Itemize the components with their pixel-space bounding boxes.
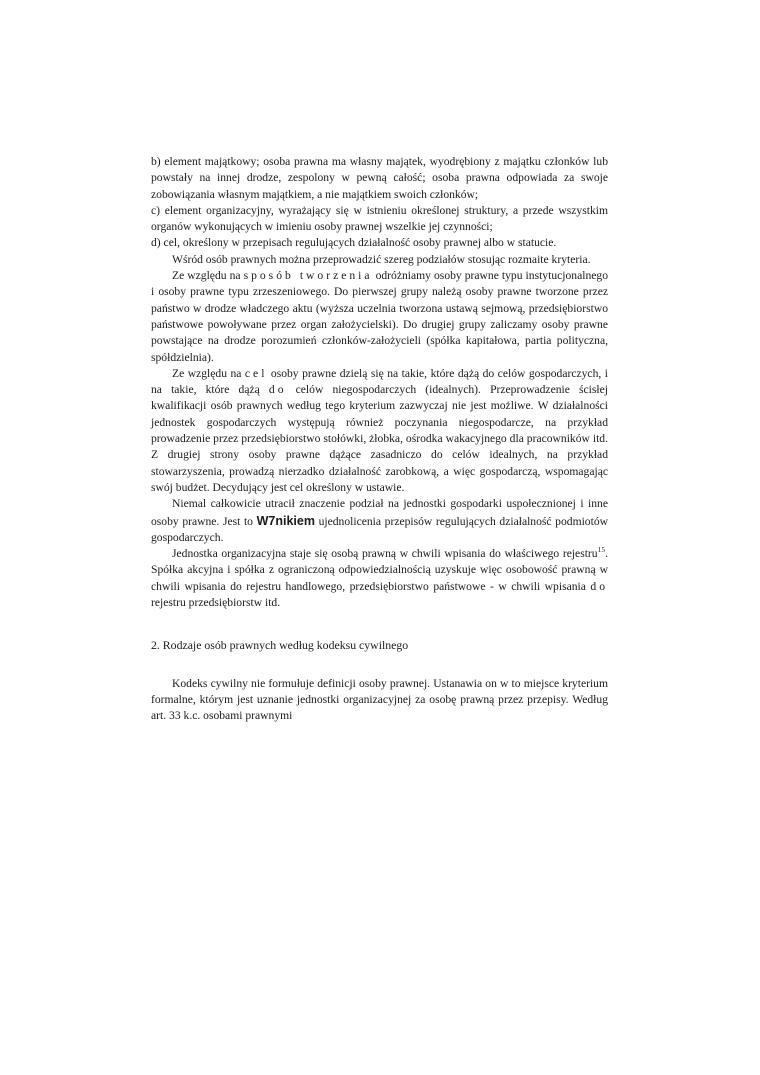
text-run: celów niegospodarczych (idealnych). Przeprowadzenie ścisłej kwalifikacji osób prawnych według tego kryterium zazwyczaj nie jest możliwe. W działalności jednostek gospodarczych występują również poczynania niegospodarcze, na przykład prowadzenie przez przedsiębiorstwo stołówki, żłobka, ośrodka wakacyjnego dla pracowników itd. Z drugiej strony osoby prawne dążące zasadniczo do celów idealnych, na przykład stowarzyszenia, prowadzą nierzadko działalność zarobkową, a więc gospodarczą, wspomagając swój budżet. Decydujący jest cel określony w ustawie. — [151, 383, 608, 494]
document-body — [151, 154, 608, 725]
text-run: Ze względu na — [172, 366, 245, 380]
text-run: ujednolicenia przepisów regulujących działalność podmiotów gospodarczych. — [151, 514, 608, 544]
paragraph-creation-method — [151, 268, 608, 366]
paragraph-registration — [151, 546, 608, 611]
footnote-marker: 15 — [597, 545, 606, 555]
section-heading: 2. Rodzaje osób prawnych według kodeksu cywilnego — [151, 638, 409, 653]
list-item-c: c) element organizacyjny, wyrażający się w istnieniu określonej struktury, a przede wszystkim organów wykonujących w imieniu osoby prawnej wszelkie jej czynności; — [151, 203, 608, 234]
spaced-emphasis: do — [268, 383, 287, 397]
paragraph-classification-intro: Wśród osób prawnych można przeprowadzić szereg podziałów stosując rozmaite kryteria. — [172, 252, 591, 266]
text-run: osoby prawne dzielą się na takie, które dążą do celów gospodarczych, i na takie, które dążą — [151, 366, 608, 397]
spaced-emphasis: cel — [244, 366, 268, 380]
text-run: odróżniamy osoby prawne typu instytucjonalnego i osoby prawne typu zrzeszeniowego. Do pierwszej grupy należą osoby prawne tworzone przez państwo w drodze władczego aktu (wyższa uczelnia tworzona ustawą sejmową, przedsiębiorstwo państwowe powoływane przez organ założycielski). Do drugiej grupy zaliczamy osoby prawne powstające na drodze porozumień członków-założycieli (spółka kapitałowa, partia polityczna, spółdzielnia). — [151, 269, 608, 364]
text-run: . Spółka akcyjna i spółka z ograniczoną odpowiedzialnością uzyskuje więc osobowość prawną w chwili wpisania do rejestru handlowego, przedsiębiorstwo państwowe - w chwili wpisania — [151, 547, 608, 593]
text-run: Jednostka organizacyjna staje się osobą prawną w chwili wpisania do właściwego rejestru — [172, 547, 598, 561]
text-run: Ze względu na — [172, 269, 244, 283]
spaced-emphasis: sposób tworzenia — [243, 269, 373, 283]
text-run: rejestru przedsiębiorstw itd. — [151, 596, 281, 610]
paragraph-civil-code: Kodeks cywilny nie formułuje definicji osoby prawnej. Ustanawia on w to miejsce kryterium formalne, którym jest uznanie jednostki organizacyjnej za osobę prawną przez przepisy. Według art. 33 k.c. osobami prawnymi — [151, 676, 608, 723]
paragraph-socialized-units — [151, 496, 608, 546]
list-item-b: b) element majątkowy; osoba prawna ma własny majątek, wyodrębiony z majątku członków lub powstały na innej drodze, zespolony w pewną całość; osoba prawna odpowiada za swoje zobowiązania własnym majątkiem, a nie majątkiem swoich członków; — [151, 155, 608, 201]
paragraph-purpose — [151, 366, 608, 496]
list-item-d: d) cel, określony w przepisach regulujących działalność osoby prawnej albo w statucie. — [151, 236, 557, 250]
text-run: Niemal całkowicie utracił znaczenie podział na jednostki gospodarki uspołecznionej i inne osoby prawne. Jest to — [151, 497, 608, 528]
spaced-emphasis: do — [590, 579, 608, 593]
bold-word: W7nikiem — [256, 513, 315, 528]
